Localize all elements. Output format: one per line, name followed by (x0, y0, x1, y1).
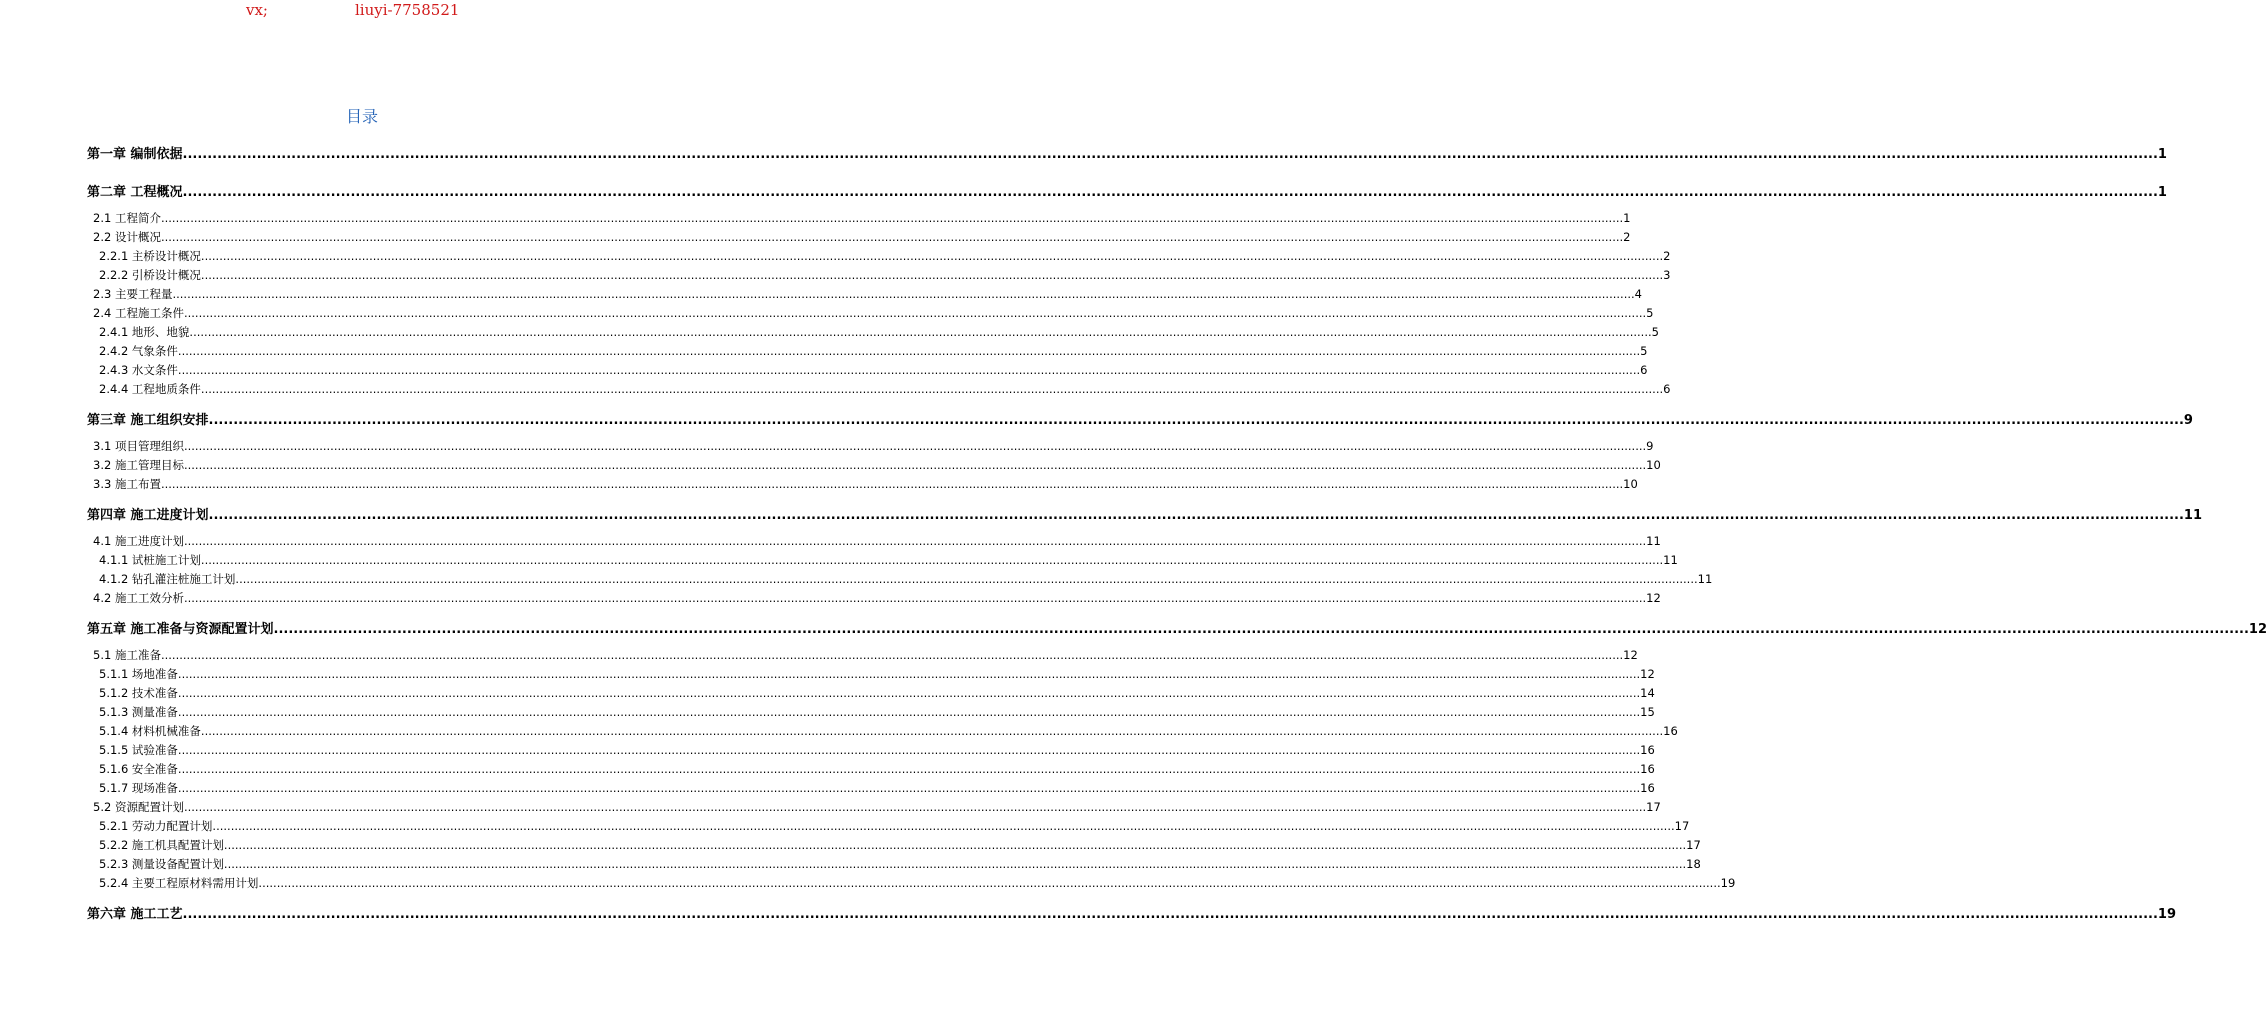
toc-entry-label: 5.1 施工准备 (93, 648, 161, 662)
toc-leader-dots: ................................................................................................................................................................................................................................................................................................................................................................................................................ (177, 743, 1641, 757)
toc-section-entry[interactable] (99, 723, 1678, 739)
toc-entry-label: 2.4.2 气象条件 (99, 344, 178, 358)
toc-chapter-entry[interactable] (87, 143, 2167, 162)
toc-entry-label: 2.4.3 水文条件 (99, 363, 178, 377)
toc-entry-label: 5.2.4 主要工程原材料需用计划 (99, 876, 259, 890)
toc-leader-dots: ................................................................................................................................................................................................................................................................................................................................................................................................................ (160, 230, 1624, 244)
toc-title: 目录 (345, 107, 378, 126)
toc-entry-page: 11 (1646, 534, 1661, 548)
toc-entry-page: 5 (1646, 306, 1654, 320)
toc-leader-dots: ................................................................................................................................................................................................................................................................................................................................................................................................................ (172, 287, 1635, 301)
toc-leader-dots: ................................................................................................................................................................................................................................................................................................................................................................................................................ (223, 857, 1687, 871)
toc-entry-label: 2.2.1 主桥设计概况 (99, 249, 201, 263)
toc-entry-page: 11 (2183, 508, 2203, 523)
toc-entry-label: 5.1.6 安全准备 (99, 762, 178, 776)
toc-section-entry[interactable] (99, 818, 1690, 834)
watermark-left: vx; (246, 1, 268, 19)
toc-entry-label: 3.2 施工管理目标 (93, 458, 184, 472)
toc-entry-label: 2.2.2 引桥设计概况 (99, 268, 201, 282)
toc-leader-dots: ................................................................................................................................................................................................................................................................................................................................................................................................................ (183, 306, 1647, 320)
toc-entry-page: 16 (1640, 762, 1655, 776)
toc-entry-label: 5.1.2 技术准备 (99, 686, 178, 700)
toc-section-entry[interactable] (99, 552, 1678, 568)
watermark (0, 0, 724, 22)
toc-entry-page: 17 (1674, 819, 1690, 833)
toc-entry-page: 12 (1646, 591, 1661, 605)
toc-entry-page: 17 (1686, 838, 1701, 852)
toc-leader-dots: ................................................................................................................................................................................................................................................................................................................................................................................................................ (177, 363, 1641, 377)
toc-section-entry[interactable] (99, 666, 1655, 682)
toc-entry-label: 第二章 工程概况 (87, 185, 183, 200)
toc-leader-dots: ................................................................................................................................................................................................................................................................................................................................................................................................................ (200, 268, 1664, 282)
toc-section-entry[interactable] (99, 856, 1701, 872)
toc-entry-label: 2.1 工程简介 (93, 211, 161, 225)
toc-leader-dots: ................................................................................................................................................................................................................................................................................................................................................................................................................ (177, 762, 1641, 776)
toc-section-entry[interactable] (99, 742, 1655, 758)
toc-section-entry[interactable] (93, 305, 1654, 321)
toc-section-entry[interactable] (99, 362, 1648, 378)
toc-leader-dots: ................................................................................................................................................................................................................................................................................................................................................................................................................ (177, 344, 1641, 358)
toc-leader-dots: ................................................................................................................................................................................................................................................................................................................................................................................................................ (182, 185, 2158, 200)
toc-section-entry[interactable] (93, 533, 1661, 549)
toc-section-entry[interactable] (99, 267, 1671, 283)
toc-entry-page: 1 (2157, 147, 2167, 162)
toc-chapter-entry[interactable] (87, 181, 2167, 200)
toc-section-entry[interactable] (99, 875, 1736, 891)
toc-entry-page: 16 (1663, 724, 1678, 738)
toc-section-entry[interactable] (93, 229, 1631, 245)
toc-entry-label: 3.1 项目管理组织 (93, 439, 184, 453)
toc-entry-label: 2.4 工程施工条件 (93, 306, 184, 320)
toc-leader-dots: ................................................................................................................................................................................................................................................................................................................................................................................................................ (177, 667, 1641, 681)
toc-chapter-entry[interactable] (87, 504, 2203, 523)
toc-section-entry[interactable] (99, 324, 1659, 340)
toc-entry-label: 2.4.4 工程地质条件 (99, 382, 201, 396)
toc-section-entry[interactable] (93, 286, 1642, 302)
toc-entry-label: 第一章 编制依据 (87, 147, 183, 162)
toc-entry-page: 5 (1651, 325, 1659, 339)
toc-section-entry[interactable] (99, 704, 1655, 720)
toc-leader-dots: ................................................................................................................................................................................................................................................................................................................................................................................................................ (183, 800, 1647, 814)
toc-entry-page: 3 (1663, 268, 1671, 282)
toc-entry-label: 5.1.5 试验准备 (99, 743, 178, 757)
toc-entry-page: 12 (1640, 667, 1655, 681)
watermark-right: liuyi-7758521 (355, 1, 460, 19)
toc-entry-label: 5.2.2 施工机具配置计划 (99, 838, 224, 852)
toc-entry-page: 5 (1640, 344, 1648, 358)
toc-entry-label: 3.3 施工布置 (93, 477, 161, 491)
toc-leader-dots: ................................................................................................................................................................................................................................................................................................................................................................................................................ (182, 907, 2158, 922)
toc-leader-dots: ................................................................................................................................................................................................................................................................................................................................................................................................................ (258, 876, 1721, 890)
toc-section-entry[interactable] (93, 799, 1661, 815)
toc-chapter-entry[interactable] (87, 903, 2177, 922)
toc-leader-dots: ................................................................................................................................................................................................................................................................................................................................................................................................................ (160, 648, 1624, 662)
toc-entry-page: 11 (1697, 572, 1713, 586)
toc-leader-dots: ................................................................................................................................................................................................................................................................................................................................................................................................................ (160, 477, 1624, 491)
toc-entry-label: 4.1.1 试桩施工计划 (99, 553, 201, 567)
toc-entry-page: 1 (2157, 185, 2167, 200)
toc-entry-label: 5.2.3 测量设备配置计划 (99, 857, 224, 871)
toc-entry-page: 4 (1634, 287, 1642, 301)
toc-entry-page: 17 (1646, 800, 1661, 814)
toc-leader-dots: ................................................................................................................................................................................................................................................................................................................................................................................................................ (200, 724, 1664, 738)
toc-entry-page: 15 (1640, 705, 1655, 719)
toc-leader-dots: ................................................................................................................................................................................................................................................................................................................................................................................................................ (177, 781, 1641, 795)
toc-section-entry[interactable] (93, 457, 1661, 473)
toc-leader-dots: ................................................................................................................................................................................................................................................................................................................................................................................................................ (200, 249, 1664, 263)
toc-entry-page: 2 (1663, 249, 1671, 263)
toc-section-entry[interactable] (99, 761, 1655, 777)
toc-leader-dots: ................................................................................................................................................................................................................................................................................................................................................................................................................ (200, 553, 1664, 567)
toc-entry-page: 19 (1720, 876, 1736, 890)
toc-leader-dots: ................................................................................................................................................................................................................................................................................................................................................................................................................ (182, 147, 2158, 162)
toc-entry-page: 9 (1646, 439, 1654, 453)
toc-leader-dots: ................................................................................................................................................................................................................................................................................................................................................................................................................ (273, 622, 2249, 637)
toc-leader-dots: ................................................................................................................................................................................................................................................................................................................................................................................................................ (208, 413, 2184, 428)
toc-entry-page: 10 (1623, 477, 1638, 491)
toc-leader-dots: ................................................................................................................................................................................................................................................................................................................................................................................................................ (212, 819, 1675, 833)
toc-entry-page: 12 (2248, 622, 2267, 637)
toc-leader-dots: ................................................................................................................................................................................................................................................................................................................................................................................................................ (183, 439, 1647, 453)
toc-leader-dots: ................................................................................................................................................................................................................................................................................................................................................................................................................ (235, 572, 1698, 586)
toc-entry-label: 5.1.4 材料机械准备 (99, 724, 201, 738)
toc-leader-dots: ................................................................................................................................................................................................................................................................................................................................................................................................................ (160, 211, 1624, 225)
toc-entry-page: 6 (1663, 382, 1671, 396)
toc-entry-label: 2.3 主要工程量 (93, 287, 173, 301)
toc-entry-label: 4.1.2 钻孔灌注桩施工计划 (99, 572, 236, 586)
toc-leader-dots: ................................................................................................................................................................................................................................................................................................................................................................................................................ (223, 838, 1687, 852)
toc-section-entry[interactable] (99, 343, 1648, 359)
toc-section-entry[interactable] (99, 248, 1671, 264)
toc-entry-page: 16 (1640, 743, 1655, 757)
toc-leader-dots: ................................................................................................................................................................................................................................................................................................................................................................................................................ (177, 705, 1641, 719)
toc-entry-label: 4.2 施工工效分析 (93, 591, 184, 605)
toc-entry-label: 5.1.3 测量准备 (99, 705, 178, 719)
toc-entry-page: 18 (1686, 857, 1701, 871)
toc-section-entry[interactable] (93, 590, 1661, 606)
toc-entry-page: 2 (1623, 230, 1631, 244)
toc-section-entry[interactable] (99, 837, 1701, 853)
toc-entry-page: 11 (1663, 553, 1678, 567)
toc-entry-page: 6 (1640, 363, 1648, 377)
toc-section-entry[interactable] (93, 647, 1638, 663)
toc-section-entry[interactable] (93, 210, 1631, 226)
toc-entry-page: 10 (1646, 458, 1661, 472)
toc-section-entry[interactable] (93, 438, 1654, 454)
toc-entry-label: 5.1.7 现场准备 (99, 781, 178, 795)
toc-leader-dots: ................................................................................................................................................................................................................................................................................................................................................................................................................ (200, 382, 1664, 396)
toc-entry-label: 2.4.1 地形、地貌 (99, 325, 190, 339)
toc-section-entry[interactable] (99, 571, 1713, 587)
toc-entry-page: 14 (1640, 686, 1655, 700)
toc-entry-label: 4.1 施工进度计划 (93, 534, 184, 548)
toc-entry-page: 16 (1640, 781, 1655, 795)
toc-leader-dots: ................................................................................................................................................................................................................................................................................................................................................................................................................ (183, 534, 1647, 548)
toc-entry-page: 1 (1623, 211, 1631, 225)
toc-entry-label: 第四章 施工进度计划 (87, 508, 209, 523)
toc-section-entry[interactable] (99, 381, 1671, 397)
toc-entry-page: 19 (2157, 907, 2177, 922)
toc-section-entry[interactable] (99, 780, 1655, 796)
toc-entry-label: 5.2.1 劳动力配置计划 (99, 819, 213, 833)
toc-entry-page: 9 (2183, 413, 2193, 428)
toc-entry-label: 第五章 施工准备与资源配置计划 (87, 622, 274, 637)
toc-entry-label: 5.1.1 场地准备 (99, 667, 178, 681)
toc-entry-label: 第六章 施工工艺 (87, 907, 183, 922)
toc-chapter-entry[interactable] (87, 618, 2267, 637)
toc-leader-dots: ................................................................................................................................................................................................................................................................................................................................................................................................................ (189, 325, 1652, 339)
toc-entry-label: 5.2 资源配置计划 (93, 800, 184, 814)
toc-leader-dots: ................................................................................................................................................................................................................................................................................................................................................................................................................ (208, 508, 2184, 523)
toc-leader-dots: ................................................................................................................................................................................................................................................................................................................................................................................................................ (183, 458, 1647, 472)
toc-section-entry[interactable] (93, 476, 1638, 492)
toc-chapter-entry[interactable] (87, 409, 2193, 428)
toc-section-entry[interactable] (99, 685, 1655, 701)
toc-entry-label: 第三章 施工组织安排 (87, 413, 209, 428)
toc-entry-page: 12 (1623, 648, 1638, 662)
toc-leader-dots: ................................................................................................................................................................................................................................................................................................................................................................................................................ (177, 686, 1641, 700)
toc-entry-label: 2.2 设计概况 (93, 230, 161, 244)
toc-leader-dots: ................................................................................................................................................................................................................................................................................................................................................................................................................ (183, 591, 1647, 605)
